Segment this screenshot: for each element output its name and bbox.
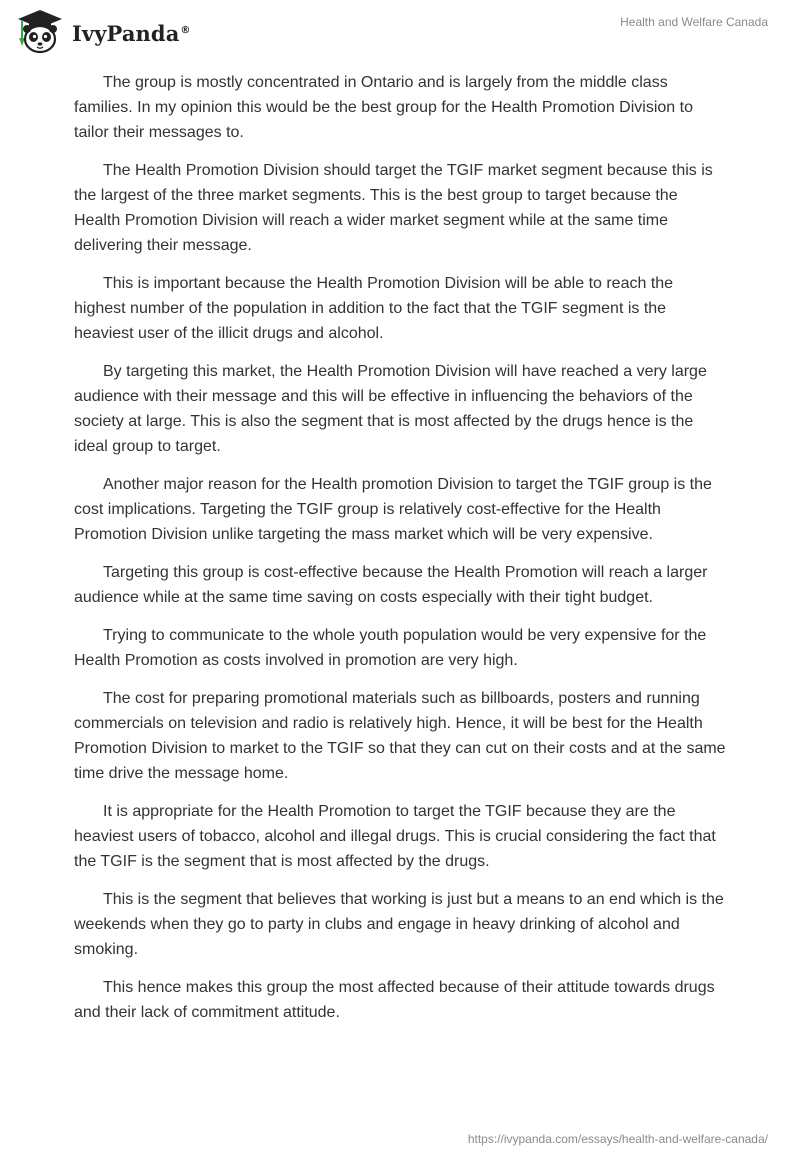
registered-mark: ® (180, 24, 191, 36)
paragraph: This is important because the Health Promotion Division will be able to reach the highest number of the population in addition to the fact that the TGIF segment is the heaviest user of the illicit drugs and alcohol. (74, 275, 674, 342)
document-title: Health and Welfare Canada (620, 15, 768, 29)
paragraph: This is the segment that believes that working is just but a means to an end which is the weekends when they go to party in clubs and engage in heavy drinking of alcohol and smoking. (74, 891, 724, 958)
paragraph: Another major reason for the Health promotion Division to target the TGIF group is the cost implications. Targeting the TGIF group is relatively cost-effective for the Health Promotion Division unlike targeting the mass market which will be very expensive. (74, 476, 712, 543)
source-url[interactable]: https://ivypanda.com/essays/health-and-welfare-canada/ (467, 1132, 768, 1146)
paragraph: The cost for preparing promotional materials such as billboards, posters and running commercials on television and radio is relatively high. Hence, it will be best for the Health Promotion Division to market to the TGIF so that they can cut on their costs and at the same time drive the message home. (74, 690, 726, 782)
brand-name: IvyPanda® (72, 20, 191, 46)
paragraph: The group is mostly concentrated in Ontario and is largely from the middle class families. In my opinion this would be the best group for the Health Promotion Division to tailor their messages to. (74, 74, 693, 141)
page-header (0, 0, 800, 64)
paragraph: By targeting this market, the Health Promotion Division will have reached a very large audience with their message and this will be effective in influencing the behaviors of the society at large. This is also the segment that is most affected by the drugs hence is the ideal group to target. (74, 363, 707, 455)
paragraph: Trying to communicate to the whole youth population would be very expensive for the Health Promotion as costs involved in promotion are very high. (74, 627, 707, 669)
brand-logo[interactable] (14, 8, 191, 56)
panda-graduate-icon (14, 8, 66, 56)
essay-body (74, 70, 726, 1038)
paragraph: The Health Promotion Division should target the TGIF market segment because this is the largest of the three market segments. This is the best group to target because the Health Promotion Division will reach a wider market segment while at the same time delivering their message. (74, 162, 713, 254)
paragraph: Targeting this group is cost-effective because the Health Promotion will reach a larger audience while at the same time saving on costs especially with their tight budget. (74, 564, 708, 606)
paragraph: It is appropriate for the Health Promotion to target the TGIF because they are the heaviest users of tobacco, alcohol and illegal drugs. This is crucial considering the fact that the TGIF is the segment that is most affected by the drugs. (74, 803, 716, 870)
paragraph: This hence makes this group the most affected because of their attitude towards drugs and their lack of commitment attitude. (74, 979, 715, 1021)
